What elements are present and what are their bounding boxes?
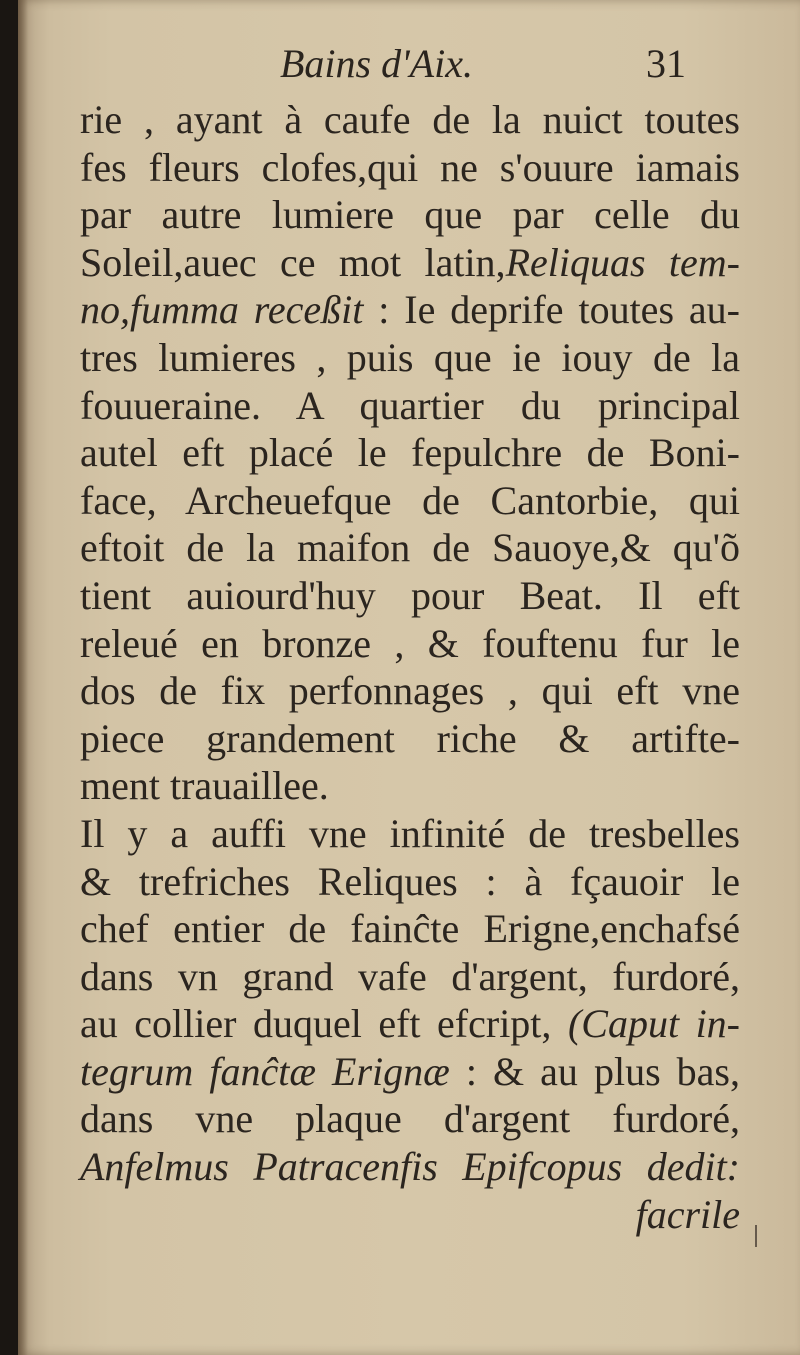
text-line: piece grandement riche & artifte- xyxy=(80,715,740,761)
text-line: tient auiourd'huy pour Beat. Il eft xyxy=(80,572,740,618)
text-line: eftoit de la maifon de Sauoye,& qu'õ xyxy=(80,525,740,571)
text-line: ment trauaillee. xyxy=(80,763,329,809)
text-line: tegrum fanĉtæ Erignæ : & au plus bas, xyxy=(80,1048,740,1094)
catchword: facrile xyxy=(635,1191,740,1237)
text-line: dans vne plaque d'argent furdoré, xyxy=(80,1096,740,1142)
text-line: rie , ayant à caufe de la nuict toutes xyxy=(80,97,740,142)
text-line: face, Archeuefque de Cantorbie, qui xyxy=(80,477,740,523)
running-head xyxy=(18,40,800,90)
text-line: no,fumma receßit : Ie deprife toutes au- xyxy=(80,287,740,333)
text-line: Soleil,auec ce mot latin,Reliquas tem- xyxy=(80,239,740,285)
text-line: par autre lumiere que par celle du xyxy=(80,192,740,238)
text-line: fes fleurs clofes,qui ne s'ouure iamais xyxy=(80,144,740,190)
text-line: & trefriches Reliques : à fçauoir le xyxy=(80,858,740,904)
body-text xyxy=(80,96,740,1238)
paragraph-start-line: Il y a auffi vne infinité de tresbelles xyxy=(80,810,740,856)
text-line: autel eft placé le fepulchre de Boni- xyxy=(80,430,740,476)
running-title: Bains d'Aix. xyxy=(280,41,473,86)
text-line: chef entier de fainĉte Erigne,enchafsé xyxy=(80,906,740,952)
margin-mark xyxy=(755,1225,757,1247)
text-line: Anfelmus Patracenfis Epifcopus dedit: xyxy=(80,1144,740,1190)
text-line: releué en bronze , & fouftenu fur le xyxy=(80,620,740,666)
text-line: au collier duquel eft efcript, (Caput in- xyxy=(80,1001,740,1047)
book-page xyxy=(18,0,800,1355)
page-number: 31 xyxy=(646,41,686,86)
text-line: fouueraine. A quartier du principal xyxy=(80,382,740,428)
text-line: tres lumieres , puis que ie iouy de la xyxy=(80,334,740,380)
text-line: dans vn grand vafe d'argent, furdoré, xyxy=(80,953,740,999)
text-line: dos de fix perfonnages , qui eft vne xyxy=(80,668,740,714)
